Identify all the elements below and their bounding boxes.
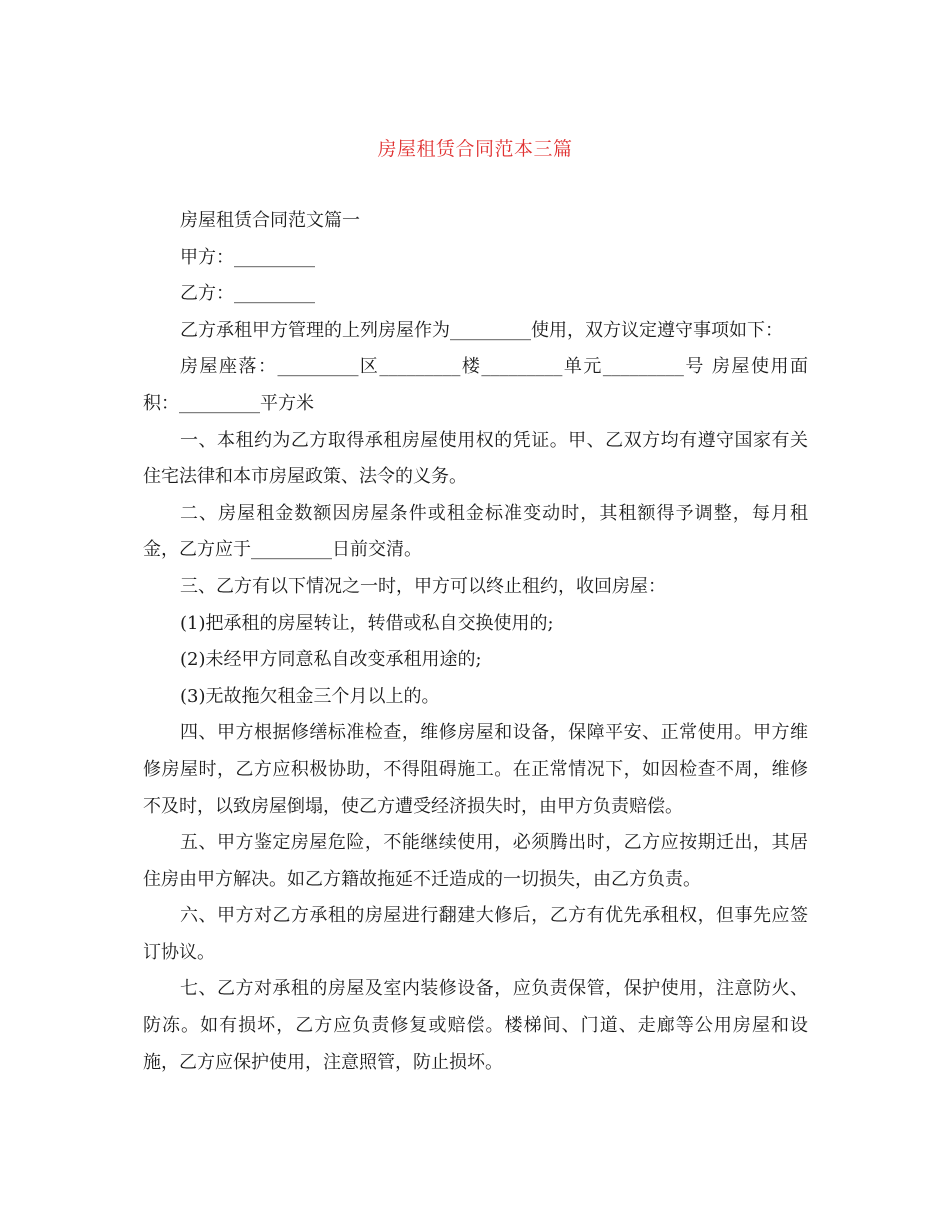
section-heading: 房屋租赁合同范文篇一 bbox=[180, 210, 360, 231]
paragraph: 一、本租约为乙方取得承租房屋使用权的凭证。甲、乙双方均有遵守国家有关住宅法律和本市房屋政策、法令的义务。 bbox=[143, 429, 808, 488]
paragraph: 七、乙方对承租的房屋及室内装修设备，应负责保管，保护使用，注意防火、防冻。如有损坏，乙方应负责修复或赔偿。楼梯间、门道、走廊等公用房屋和设施，乙方应保护使用，注意照管，防止损坏。 bbox=[143, 978, 808, 1073]
paragraph: 房屋座落：_________区_________楼_________单元_________号 房屋使用面积：_________平方米 bbox=[143, 356, 808, 414]
document-title: 房屋租赁合同范本三篇 bbox=[377, 138, 573, 160]
paragraph: 四、甲方根据修缮标准检查，维修房屋和设备，保障平安、正常使用。甲方维修房屋时，乙方应积极协助，不得阻碍施工。在正常情况下，如因检查不周，维修不及时，以致房屋倒塌，使乙方遭受经济损失时，由甲方负责赔偿。 bbox=[143, 722, 808, 817]
list-item: (1)把承租的房屋转让，转借或私自交换使用的; bbox=[180, 612, 554, 634]
party-a-line: 甲方：_________ bbox=[180, 246, 315, 268]
party-b-line: 乙方：_________ bbox=[180, 283, 315, 305]
document-body bbox=[143, 203, 808, 1081]
paragraph: 乙方承租甲方管理的上列房屋作为_________使用，双方议定遵守事项如下： bbox=[180, 319, 783, 341]
list-item: (3)无故拖欠租金三个月以上的。 bbox=[180, 685, 440, 707]
paragraph: 二、房屋租金数额因房屋条件或租金标准变动时，其租额得予调整，每月租金，乙方应于_________日前交清。 bbox=[143, 502, 808, 561]
paragraph: 五、甲方鉴定房屋危险，不能继续使用，必须腾出时，乙方应按期迁出，其居住房由甲方解决。如乙方籍故拖延不迁造成的一切损失，由乙方负责。 bbox=[143, 832, 808, 890]
list-item: (2)未经甲方同意私自改变承租用途的; bbox=[180, 649, 482, 671]
paragraph: 六、甲方对乙方承租的房屋进行翻建大修后，乙方有优先承租权，但事先应签订协议。 bbox=[143, 905, 808, 963]
paragraph: 三、乙方有以下情况之一时，甲方可以终止租约，收回房屋： bbox=[180, 575, 666, 597]
